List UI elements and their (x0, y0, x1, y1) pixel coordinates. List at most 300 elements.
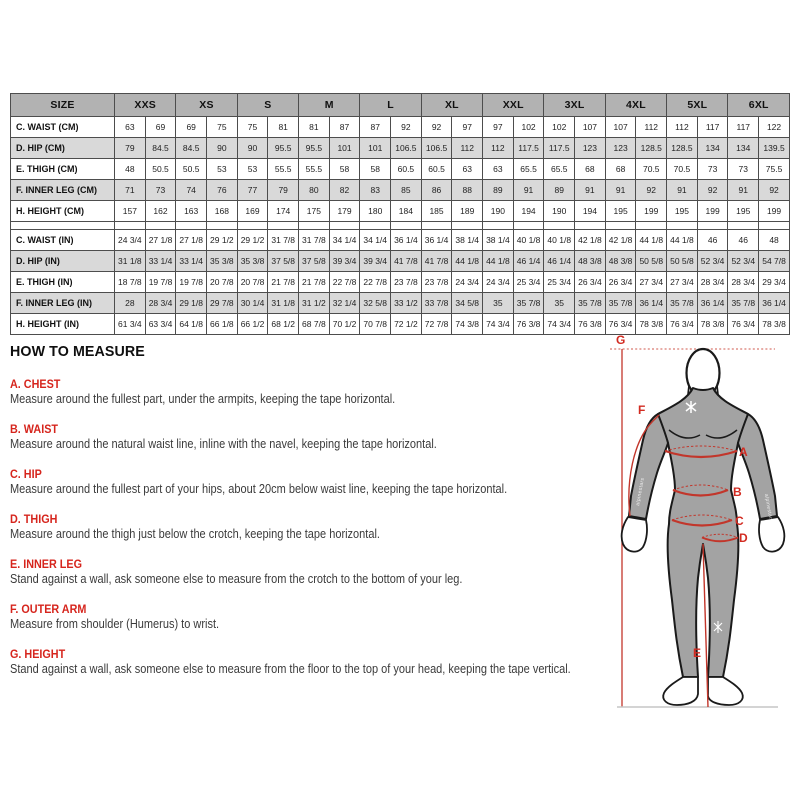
size-value-cell: 77 (237, 180, 268, 201)
size-value-cell: 76 3/4 (728, 314, 759, 335)
size-value-cell: 139.5 (759, 138, 790, 159)
size-value-cell: 87 (360, 117, 391, 138)
size-value-cell: 63 (452, 159, 483, 180)
size-value-cell: 76 3/4 (605, 314, 636, 335)
size-value-cell: 24 3/4 (483, 272, 514, 293)
size-value-cell: 29 1/2 (237, 230, 268, 251)
human-figure (622, 349, 785, 705)
size-value-cell: 19 7/8 (145, 272, 176, 293)
separator-cell (575, 222, 606, 230)
size-value-cell: 28 3/4 (697, 272, 728, 293)
size-value-cell: 89 (544, 180, 575, 201)
size-value-cell: 52 3/4 (697, 251, 728, 272)
size-value-cell: 75.5 (759, 159, 790, 180)
how-to-measure (10, 343, 610, 692)
size-value-cell: 25 3/4 (513, 272, 544, 293)
header-row (11, 94, 790, 117)
size-value-cell: 33 7/8 (421, 293, 452, 314)
size-value-cell: 50 5/8 (636, 251, 667, 272)
size-value-cell: 61 3/4 (115, 314, 146, 335)
size-value-cell: 194 (513, 201, 544, 222)
body-measurement-diagram (605, 330, 795, 725)
separator-cell (728, 222, 759, 230)
size-value-cell: 31 7/8 (299, 230, 330, 251)
size-value-cell: 46 1/4 (513, 251, 544, 272)
size-value-cell: 63 (483, 159, 514, 180)
table-row (11, 201, 790, 222)
size-value-cell: 106.5 (391, 138, 422, 159)
size-value-cell: 174 (268, 201, 299, 222)
measure-section-label: E. INNER LEG (10, 557, 83, 571)
figure-foot-right (708, 677, 743, 705)
size-value-cell: 36 1/4 (391, 230, 422, 251)
size-value-cell: 91 (728, 180, 759, 201)
size-chart-table (10, 93, 790, 335)
size-value-cell: 162 (145, 201, 176, 222)
separator-cell (605, 222, 636, 230)
size-value-cell: 91 (605, 180, 636, 201)
size-value-cell: 84.5 (176, 138, 207, 159)
row-label: F. INNER LEG (IN) (11, 293, 115, 314)
size-value-cell: 86 (421, 180, 452, 201)
size-value-cell: 123 (605, 138, 636, 159)
size-value-cell: 25 3/4 (544, 272, 575, 293)
size-value-cell: 85 (391, 180, 422, 201)
size-value-cell: 79 (268, 180, 299, 201)
size-value-cell: 24 3/4 (115, 230, 146, 251)
measure-section-inner-leg (10, 557, 610, 586)
size-value-cell: 75 (207, 117, 238, 138)
size-value-cell: 65.5 (544, 159, 575, 180)
table-row (11, 180, 790, 201)
size-value-cell: 50.5 (145, 159, 176, 180)
forearm-brand-text-right: alpinestars (762, 493, 774, 523)
row-label: D. HIP (IN) (11, 251, 115, 272)
size-value-cell: 75 (237, 117, 268, 138)
size-value-cell: 76 (207, 180, 238, 201)
size-value-cell: 101 (360, 138, 391, 159)
size-value-cell: 33 1/2 (391, 293, 422, 314)
size-value-cell: 74 3/4 (483, 314, 514, 335)
size-value-cell: 68 1/2 (268, 314, 299, 335)
size-value-cell: 73 (145, 180, 176, 201)
size-value-cell: 36 1/4 (421, 230, 452, 251)
separator-cell (329, 222, 360, 230)
size-value-cell: 35 (483, 293, 514, 314)
size-value-cell: 68 7/8 (299, 314, 330, 335)
separator-cell (299, 222, 330, 230)
separator-cell (636, 222, 667, 230)
size-value-cell: 157 (115, 201, 146, 222)
size-value-cell: 97 (452, 117, 483, 138)
size-value-cell: 66 1/8 (207, 314, 238, 335)
size-column-header: L (360, 94, 421, 117)
size-value-cell: 175 (299, 201, 330, 222)
hip-letter: C (735, 514, 744, 528)
size-value-cell: 58 (360, 159, 391, 180)
size-value-cell: 72 1/2 (391, 314, 422, 335)
size-value-cell: 90 (237, 138, 268, 159)
size-value-cell: 78 3/8 (759, 314, 790, 335)
separator-cell (115, 222, 146, 230)
figure-foot-left (663, 677, 698, 705)
size-value-cell: 37 5/8 (268, 251, 299, 272)
size-value-cell: 20 7/8 (207, 272, 238, 293)
size-value-cell: 34 1/4 (329, 230, 360, 251)
size-value-cell: 134 (728, 138, 759, 159)
row-label: D. HIP (CM) (11, 138, 115, 159)
size-value-cell: 76 3/8 (575, 314, 606, 335)
size-value-cell: 32 1/4 (329, 293, 360, 314)
measure-section-height (10, 647, 610, 676)
size-value-cell: 74 (176, 180, 207, 201)
size-value-cell: 46 (697, 230, 728, 251)
size-value-cell: 35 (544, 293, 575, 314)
size-value-cell: 78 3/8 (636, 314, 667, 335)
size-value-cell: 82 (329, 180, 360, 201)
size-column-header: XS (176, 94, 237, 117)
size-value-cell: 41 7/8 (391, 251, 422, 272)
size-value-cell: 117.5 (513, 138, 544, 159)
size-value-cell: 87 (329, 117, 360, 138)
size-value-cell: 91 (513, 180, 544, 201)
measure-section-text: Measure around the fullest part, under the armpits, keeping the tape horizontal. (10, 392, 396, 406)
size-column-header: 3XL (544, 94, 605, 117)
size-value-cell: 91 (667, 180, 698, 201)
size-value-cell: 41 7/8 (421, 251, 452, 272)
size-column-header: 5XL (667, 94, 728, 117)
separator-cell (176, 222, 207, 230)
size-value-cell: 48 3/8 (575, 251, 606, 272)
separator-cell (237, 222, 268, 230)
size-column-header: S (237, 94, 298, 117)
measure-section-label: G. HEIGHT (10, 647, 66, 661)
size-value-cell: 76 3/4 (667, 314, 698, 335)
size-value-cell: 60.5 (421, 159, 452, 180)
size-value-cell: 38 1/4 (452, 230, 483, 251)
size-value-cell: 23 7/8 (421, 272, 452, 293)
size-value-cell: 36 1/4 (697, 293, 728, 314)
size-value-cell: 34 5/8 (452, 293, 483, 314)
size-value-cell: 70 7/8 (360, 314, 391, 335)
size-value-cell: 97 (483, 117, 514, 138)
size-value-cell: 80 (299, 180, 330, 201)
size-corner-header: SIZE (11, 94, 115, 117)
measure-section-label: C. HIP (10, 467, 42, 481)
size-value-cell: 35 3/8 (207, 251, 238, 272)
size-value-cell: 73 (697, 159, 728, 180)
measure-section-label: F. OUTER ARM (10, 602, 87, 616)
size-value-cell: 50.5 (176, 159, 207, 180)
size-value-cell: 35 7/8 (575, 293, 606, 314)
row-label: F. INNER LEG (CM) (11, 180, 115, 201)
size-value-cell: 28 3/4 (728, 272, 759, 293)
size-column-header: XXS (115, 94, 176, 117)
size-value-cell: 102 (544, 117, 575, 138)
size-value-cell: 55.5 (299, 159, 330, 180)
measure-section-text: Measure around the natural waist line, inline with the navel, keeping the tape horizontal. (10, 437, 437, 451)
size-value-cell: 199 (759, 201, 790, 222)
size-value-cell: 27 3/4 (667, 272, 698, 293)
separator-cell (513, 222, 544, 230)
size-value-cell: 73 (728, 159, 759, 180)
separator-cell (452, 222, 483, 230)
size-value-cell: 106.5 (421, 138, 452, 159)
size-value-cell: 117 (728, 117, 759, 138)
measure-section-waist (10, 422, 610, 451)
size-value-cell: 169 (237, 201, 268, 222)
table-row (11, 230, 790, 251)
size-value-cell: 35 3/8 (237, 251, 268, 272)
row-label: H. HEIGHT (CM) (11, 201, 115, 222)
size-value-cell: 112 (452, 138, 483, 159)
size-value-cell: 42 1/8 (575, 230, 606, 251)
measure-section-chest (10, 377, 610, 406)
size-value-cell: 199 (697, 201, 728, 222)
measure-section-label: D. THIGH (10, 512, 58, 526)
size-value-cell: 95.5 (299, 138, 330, 159)
size-value-cell: 179 (329, 201, 360, 222)
size-value-cell: 122 (759, 117, 790, 138)
size-value-cell: 90 (207, 138, 238, 159)
size-value-cell: 35 7/8 (513, 293, 544, 314)
inner-leg-letter: E (693, 646, 702, 660)
size-value-cell: 28 3/4 (145, 293, 176, 314)
size-value-cell: 21 7/8 (299, 272, 330, 293)
size-value-cell: 128.5 (636, 138, 667, 159)
size-value-cell: 64 1/8 (176, 314, 207, 335)
size-value-cell: 78 3/8 (697, 314, 728, 335)
measure-section-text: Stand against a wall, ask someone else to measure from the crotch to the bottom of your leg. (10, 572, 463, 586)
size-chart-section (10, 93, 790, 335)
size-value-cell: 69 (176, 117, 207, 138)
size-value-cell: 32 5/8 (360, 293, 391, 314)
table-row (11, 251, 790, 272)
separator-cell (268, 222, 299, 230)
size-value-cell: 26 3/4 (575, 272, 606, 293)
size-value-cell: 190 (544, 201, 575, 222)
figure-hand-left (622, 517, 647, 552)
size-value-cell: 21 7/8 (268, 272, 299, 293)
forearm-brand-text-left: alpinestars (635, 477, 646, 507)
size-value-cell: 195 (605, 201, 636, 222)
size-value-cell: 28 (115, 293, 146, 314)
table-row (11, 159, 790, 180)
size-value-cell: 134 (697, 138, 728, 159)
size-value-cell: 35 7/8 (605, 293, 636, 314)
size-value-cell: 91 (575, 180, 606, 201)
separator-cell (145, 222, 176, 230)
separator-cell (544, 222, 575, 230)
measure-section-label: A. CHEST (10, 377, 61, 391)
size-value-cell: 48 3/8 (605, 251, 636, 272)
row-label: E. THIGH (IN) (11, 272, 115, 293)
size-value-cell: 55.5 (268, 159, 299, 180)
size-value-cell: 29 7/8 (207, 293, 238, 314)
size-value-cell: 44 1/8 (667, 230, 698, 251)
size-value-cell: 112 (667, 117, 698, 138)
size-value-cell: 53 (237, 159, 268, 180)
size-value-cell: 31 7/8 (268, 230, 299, 251)
table-row (11, 272, 790, 293)
outer-arm-letter: F (638, 403, 646, 417)
size-value-cell: 27 3/4 (636, 272, 667, 293)
size-column-header: XXL (483, 94, 544, 117)
measure-section-text: Measure from shoulder (Humerus) to wrist. (10, 617, 220, 631)
size-value-cell: 33 1/4 (145, 251, 176, 272)
size-value-cell: 81 (299, 117, 330, 138)
size-value-cell: 31 1/2 (299, 293, 330, 314)
size-value-cell: 34 1/4 (360, 230, 391, 251)
size-value-cell: 35 7/8 (667, 293, 698, 314)
size-value-cell: 71 (115, 180, 146, 201)
size-value-cell: 117 (697, 117, 728, 138)
measure-section-outer-arm (10, 602, 610, 631)
size-value-cell: 195 (728, 201, 759, 222)
size-column-header: 6XL (728, 94, 790, 117)
size-value-cell: 63 (115, 117, 146, 138)
separator-cell (667, 222, 698, 230)
size-value-cell: 76 3/8 (513, 314, 544, 335)
size-value-cell: 27 1/8 (145, 230, 176, 251)
size-value-cell: 30 1/4 (237, 293, 268, 314)
size-value-cell: 107 (605, 117, 636, 138)
figure-hand-right (759, 517, 784, 552)
size-value-cell: 42 1/8 (605, 230, 636, 251)
size-value-cell: 44 1/8 (636, 230, 667, 251)
waist-letter: B (733, 485, 742, 499)
separator-cell (11, 222, 115, 230)
size-value-cell: 36 1/4 (759, 293, 790, 314)
size-value-cell: 22 7/8 (360, 272, 391, 293)
table-row (11, 117, 790, 138)
size-value-cell: 117.5 (544, 138, 575, 159)
size-value-cell: 184 (391, 201, 422, 222)
size-value-cell: 84.5 (145, 138, 176, 159)
separator-cell (391, 222, 422, 230)
size-column-header: 4XL (605, 94, 666, 117)
size-value-cell: 60.5 (391, 159, 422, 180)
size-value-cell: 22 7/8 (329, 272, 360, 293)
row-label: C. WAIST (CM) (11, 117, 115, 138)
units-separator-row (11, 222, 790, 230)
chest-letter: A (739, 445, 748, 459)
measure-section-text: Measure around the thigh just below the crotch, keeping the tape horizontal. (10, 527, 380, 541)
size-value-cell: 74 3/4 (544, 314, 575, 335)
size-value-cell: 195 (667, 201, 698, 222)
size-value-cell: 48 (759, 230, 790, 251)
size-value-cell: 33 1/4 (176, 251, 207, 272)
size-value-cell: 112 (636, 117, 667, 138)
size-value-cell: 128.5 (667, 138, 698, 159)
size-value-cell: 52 3/4 (728, 251, 759, 272)
size-value-cell: 95.5 (268, 138, 299, 159)
size-value-cell: 79 (115, 138, 146, 159)
separator-cell (697, 222, 728, 230)
size-value-cell: 53 (207, 159, 238, 180)
size-value-cell: 112 (483, 138, 514, 159)
size-value-cell: 194 (575, 201, 606, 222)
size-value-cell: 31 1/8 (115, 251, 146, 272)
size-value-cell: 69 (145, 117, 176, 138)
thigh-letter: D (739, 531, 748, 545)
size-value-cell: 27 1/8 (176, 230, 207, 251)
size-value-cell: 72 7/8 (421, 314, 452, 335)
size-value-cell: 39 3/4 (329, 251, 360, 272)
size-value-cell: 163 (176, 201, 207, 222)
row-label: E. THIGH (CM) (11, 159, 115, 180)
separator-cell (207, 222, 238, 230)
size-value-cell: 92 (391, 117, 422, 138)
size-value-cell: 88 (452, 180, 483, 201)
separator-cell (421, 222, 452, 230)
size-value-cell: 68 (575, 159, 606, 180)
size-value-cell: 48 (115, 159, 146, 180)
size-value-cell: 74 3/8 (452, 314, 483, 335)
size-value-cell: 185 (421, 201, 452, 222)
size-value-cell: 180 (360, 201, 391, 222)
size-value-cell: 26 3/4 (605, 272, 636, 293)
size-value-cell: 35 7/8 (728, 293, 759, 314)
size-value-cell: 66 1/2 (237, 314, 268, 335)
measure-section-label: B. WAIST (10, 422, 59, 436)
size-column-header: M (299, 94, 360, 117)
row-label: H. HEIGHT (IN) (11, 314, 115, 335)
size-value-cell: 65.5 (513, 159, 544, 180)
size-value-cell: 92 (636, 180, 667, 201)
size-value-cell: 70.5 (636, 159, 667, 180)
size-value-cell: 20 7/8 (237, 272, 268, 293)
size-value-cell: 29 3/4 (759, 272, 790, 293)
separator-cell (759, 222, 790, 230)
size-value-cell: 18 7/8 (115, 272, 146, 293)
size-value-cell: 19 7/8 (176, 272, 207, 293)
how-to-measure-title: HOW TO MEASURE (10, 343, 145, 360)
size-value-cell: 54 7/8 (759, 251, 790, 272)
size-value-cell: 92 (759, 180, 790, 201)
row-label: C. WAIST (IN) (11, 230, 115, 251)
size-value-cell: 89 (483, 180, 514, 201)
size-value-cell: 44 1/8 (452, 251, 483, 272)
size-value-cell: 92 (697, 180, 728, 201)
size-value-cell: 101 (329, 138, 360, 159)
size-value-cell: 40 1/8 (544, 230, 575, 251)
size-value-cell: 29 1/2 (207, 230, 238, 251)
size-value-cell: 70.5 (667, 159, 698, 180)
size-value-cell: 24 3/4 (452, 272, 483, 293)
size-value-cell: 40 1/8 (513, 230, 544, 251)
size-value-cell: 168 (207, 201, 238, 222)
size-value-cell: 68 (605, 159, 636, 180)
size-value-cell: 199 (636, 201, 667, 222)
separator-cell (483, 222, 514, 230)
size-value-cell: 46 1/4 (544, 251, 575, 272)
size-value-cell: 102 (513, 117, 544, 138)
size-value-cell: 190 (483, 201, 514, 222)
measure-section-text: Measure around the fullest part of your hips, about 20cm below waist line, keeping the tape horizontal. (10, 482, 508, 496)
size-value-cell: 36 1/4 (636, 293, 667, 314)
table-row (11, 293, 790, 314)
size-value-cell: 50 5/8 (667, 251, 698, 272)
measure-section-thigh (10, 512, 610, 541)
size-value-cell: 23 7/8 (391, 272, 422, 293)
size-value-cell: 70 1/2 (329, 314, 360, 335)
size-value-cell: 58 (329, 159, 360, 180)
size-value-cell: 38 1/4 (483, 230, 514, 251)
separator-cell (360, 222, 391, 230)
measure-section-hip (10, 467, 610, 496)
size-value-cell: 189 (452, 201, 483, 222)
